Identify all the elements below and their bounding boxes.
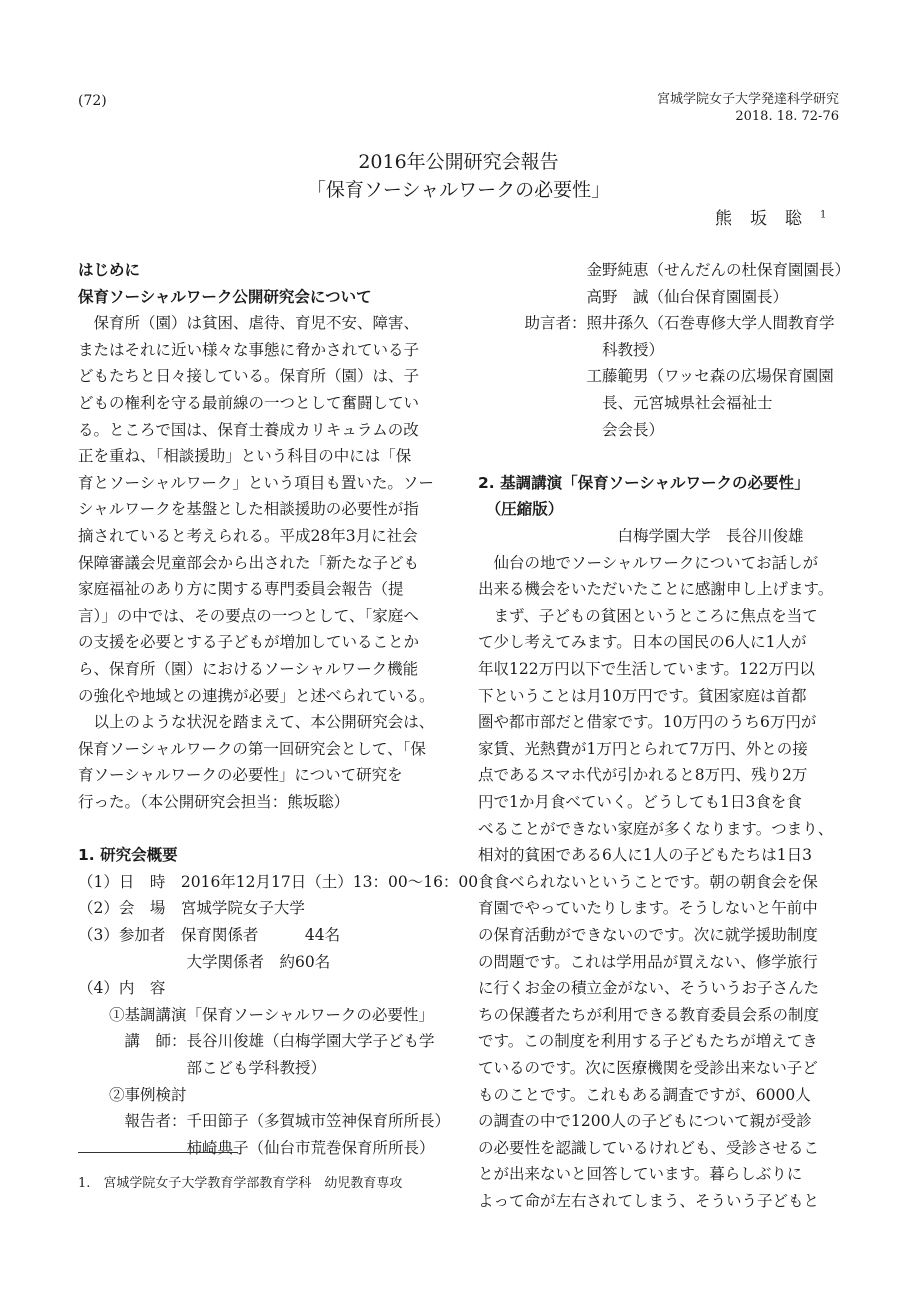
text-line: 家賃、光熱費が1万円とられて7万円、外との接 [478, 739, 808, 758]
text-line: ちの保護者たちが利用できる教育委員会系の制度 [478, 1005, 820, 1024]
text-line: どもたちと日々接している。保育所（園）は、子 [78, 367, 420, 386]
author-name: 熊坂聡 [715, 209, 820, 229]
text-line: ②事例検討 [78, 1085, 187, 1104]
text-line: 柿崎典子（仙台市荒巻保育所所長） [78, 1138, 435, 1157]
text-line: 部こども学科教授） [78, 1059, 327, 1077]
text-line: 家庭福祉のあり方に関する専門委員会報告（提 [78, 580, 404, 599]
text-line: 助言者：照井孫久（石巻専修大学人間教育学 [478, 314, 835, 333]
text-line: まず、子どもの貧困というところに焦点を当て [478, 606, 818, 625]
text-line: 食食べられないということです。朝の朝食会を保 [478, 872, 818, 891]
title-line-2: 「保育ソーシャルワークの必要性」 [306, 179, 611, 201]
text-line: ら、保育所（園）におけるソーシャルワーク機能 [78, 660, 419, 678]
text-line: の必要性を認識しているけれども、受診させるこ [478, 1138, 820, 1157]
text-line: に行くお金の積立金がない、そういうお子さんた [478, 979, 820, 998]
page-number: (72) [78, 93, 107, 109]
text-line: 報告者：千田節子（多賀城市笠神保育所所長） [78, 1112, 451, 1131]
text-line: の保育活動ができないのです。次に就学援助制度 [478, 926, 818, 944]
text-line: 育とソーシャルワーク」という項目も置いた。ソー [78, 473, 434, 492]
text-line: 金野純恵（せんだんの杜保育園園長） [478, 261, 851, 279]
text-line: 正を重ね、「相談援助」という科目の中には「保 [78, 447, 412, 466]
section-heading: （圧縮版） [478, 500, 564, 519]
text-line: 仙台の地でソーシャルワークについてお話しが [478, 553, 819, 572]
text-line: （4）内 容 [78, 979, 166, 998]
text-line: の問題です。これは学用品が買えない、修学旅行 [478, 952, 818, 971]
text-line: （1）日 時 2016年12月17日（土）13：00～16：00 [78, 872, 479, 891]
text-line: べることができない家庭が多くなります。つまり、 [478, 819, 834, 838]
text-line: 保育所（園）は貧困、虐待、育児不安、障害、 [78, 314, 420, 333]
section-heading: はじめに [78, 261, 141, 279]
journal-name: 宮城学院女子大学発達科学研究 [656, 92, 839, 107]
section-heading: 1. 研究会概要 [78, 846, 178, 865]
section-heading: 2. 基調講演「保育ソーシャルワークの必要性」 [478, 473, 810, 492]
author-affiliation-mark: 1 [820, 209, 827, 221]
text-line: の調査の中で1200人の子どもについて親が受診 [478, 1112, 812, 1131]
text-line: 育ソーシャルワークの必要性」について研究を [78, 766, 403, 785]
journal-citation: 2018. 18. 72-76 [735, 109, 839, 124]
text-line: 摘されていると考えられる。平成28年3月に社会 [78, 527, 418, 545]
text-line: 点であるスマホ代が引かれると8万円、残り2万 [478, 766, 808, 785]
text-line: 言）」の中では、その要点の一つとして、「家庭へ [78, 606, 419, 625]
text-line: とが出来ないと回答しています。暮らしぶりに [478, 1165, 803, 1184]
text-line: 高野 誠（仙台保育園園長） [478, 287, 789, 306]
text-line: 行った。（本公開研究会担当：熊坂聡） [78, 793, 350, 811]
text-line: の強化や地域との連携が必要」と述べられている。 [78, 686, 435, 705]
text-line: 会会長） [478, 420, 665, 439]
text-line: 年収122万円以下で生活しています。122万円以 [478, 660, 815, 678]
text-line: （2）会 場 宮城学院女子大学 [78, 899, 305, 918]
text-line: 講 師：長谷川俊雄（白梅学園大学子ども学 [78, 1032, 435, 1051]
text-line: 長、元宮城県社会福祉士 [478, 394, 773, 412]
author [715, 204, 826, 229]
text-line: 科教授） [478, 340, 665, 359]
text-line: またはそれに近い様々な事態に脅かされている子 [78, 340, 420, 359]
text-line: ものことです。これもある調査ですが、6000人 [478, 1085, 811, 1104]
text-line: て少し考えてみます。日本の国民の6人に1人が [478, 633, 807, 652]
text-line: 大学関係者 約60名 [78, 952, 331, 971]
text-line: （3）参加者 保育関係者 44名 [78, 926, 341, 944]
text-line: 以上のような状況を踏まえて、本公開研究会は、 [78, 713, 435, 732]
journal-header [657, 91, 839, 125]
article-title [0, 148, 917, 204]
footnote-divider [78, 1152, 238, 1153]
text-line: 相対的貧困である6人に1人の子どもたちは1日3 [478, 846, 812, 865]
text-line: どもの権利を守る最前線の一つとして奮闘してい [78, 394, 420, 412]
footnote: 1. 宮城学院女子大学教育学部教育学科 幼児教育専攻 [78, 1176, 403, 1191]
text-line: ①基調講演「保育ソーシャルワークの必要性」 [78, 1005, 434, 1024]
text-line: 保障審議会児童部会から出された「新たな子ども [78, 553, 420, 572]
text-line: 工藤範男（ワッセ森の広場保育園園 [478, 367, 834, 386]
text-line: る。ところで国は、保育士養成カリキュラムの改 [78, 420, 419, 439]
title-line-1: 2016年公開研究会報告 [358, 151, 559, 173]
text-line: です。この制度を利用する子どもたちが増えてき [478, 1032, 818, 1051]
text-line: よって命が左右されてしまう、そういう子どもと [478, 1192, 820, 1210]
text-line: の支援を必要とする子どもが増加していることか [78, 633, 420, 652]
section-heading: 保育ソーシャルワーク公開研究会について [78, 287, 372, 306]
text-line: シャルワークを基盤とした相談援助の必要性が指 [78, 500, 419, 519]
text-line: 育園でやっていたりします。そうしないと午前中 [478, 899, 818, 918]
text-line: 保育ソーシャルワークの第一回研究会として、「保 [78, 739, 426, 758]
text-line: ているのです。次に医療機関を受診出来ない子ど [478, 1059, 818, 1077]
text-line: 圏や都市部だと借家です。10万円のうち6万円が [478, 713, 817, 732]
text-line: 円で1か月食べていく。どうしても1日3食を食 [478, 793, 802, 811]
text-line: 出来る機会をいただいたことに感謝申し上げます。 [478, 580, 834, 599]
text-line: 白梅学園大学 長谷川俊雄 [478, 527, 804, 545]
text-line: 下ということは月10万円です。貧困家庭は首都 [478, 686, 807, 705]
